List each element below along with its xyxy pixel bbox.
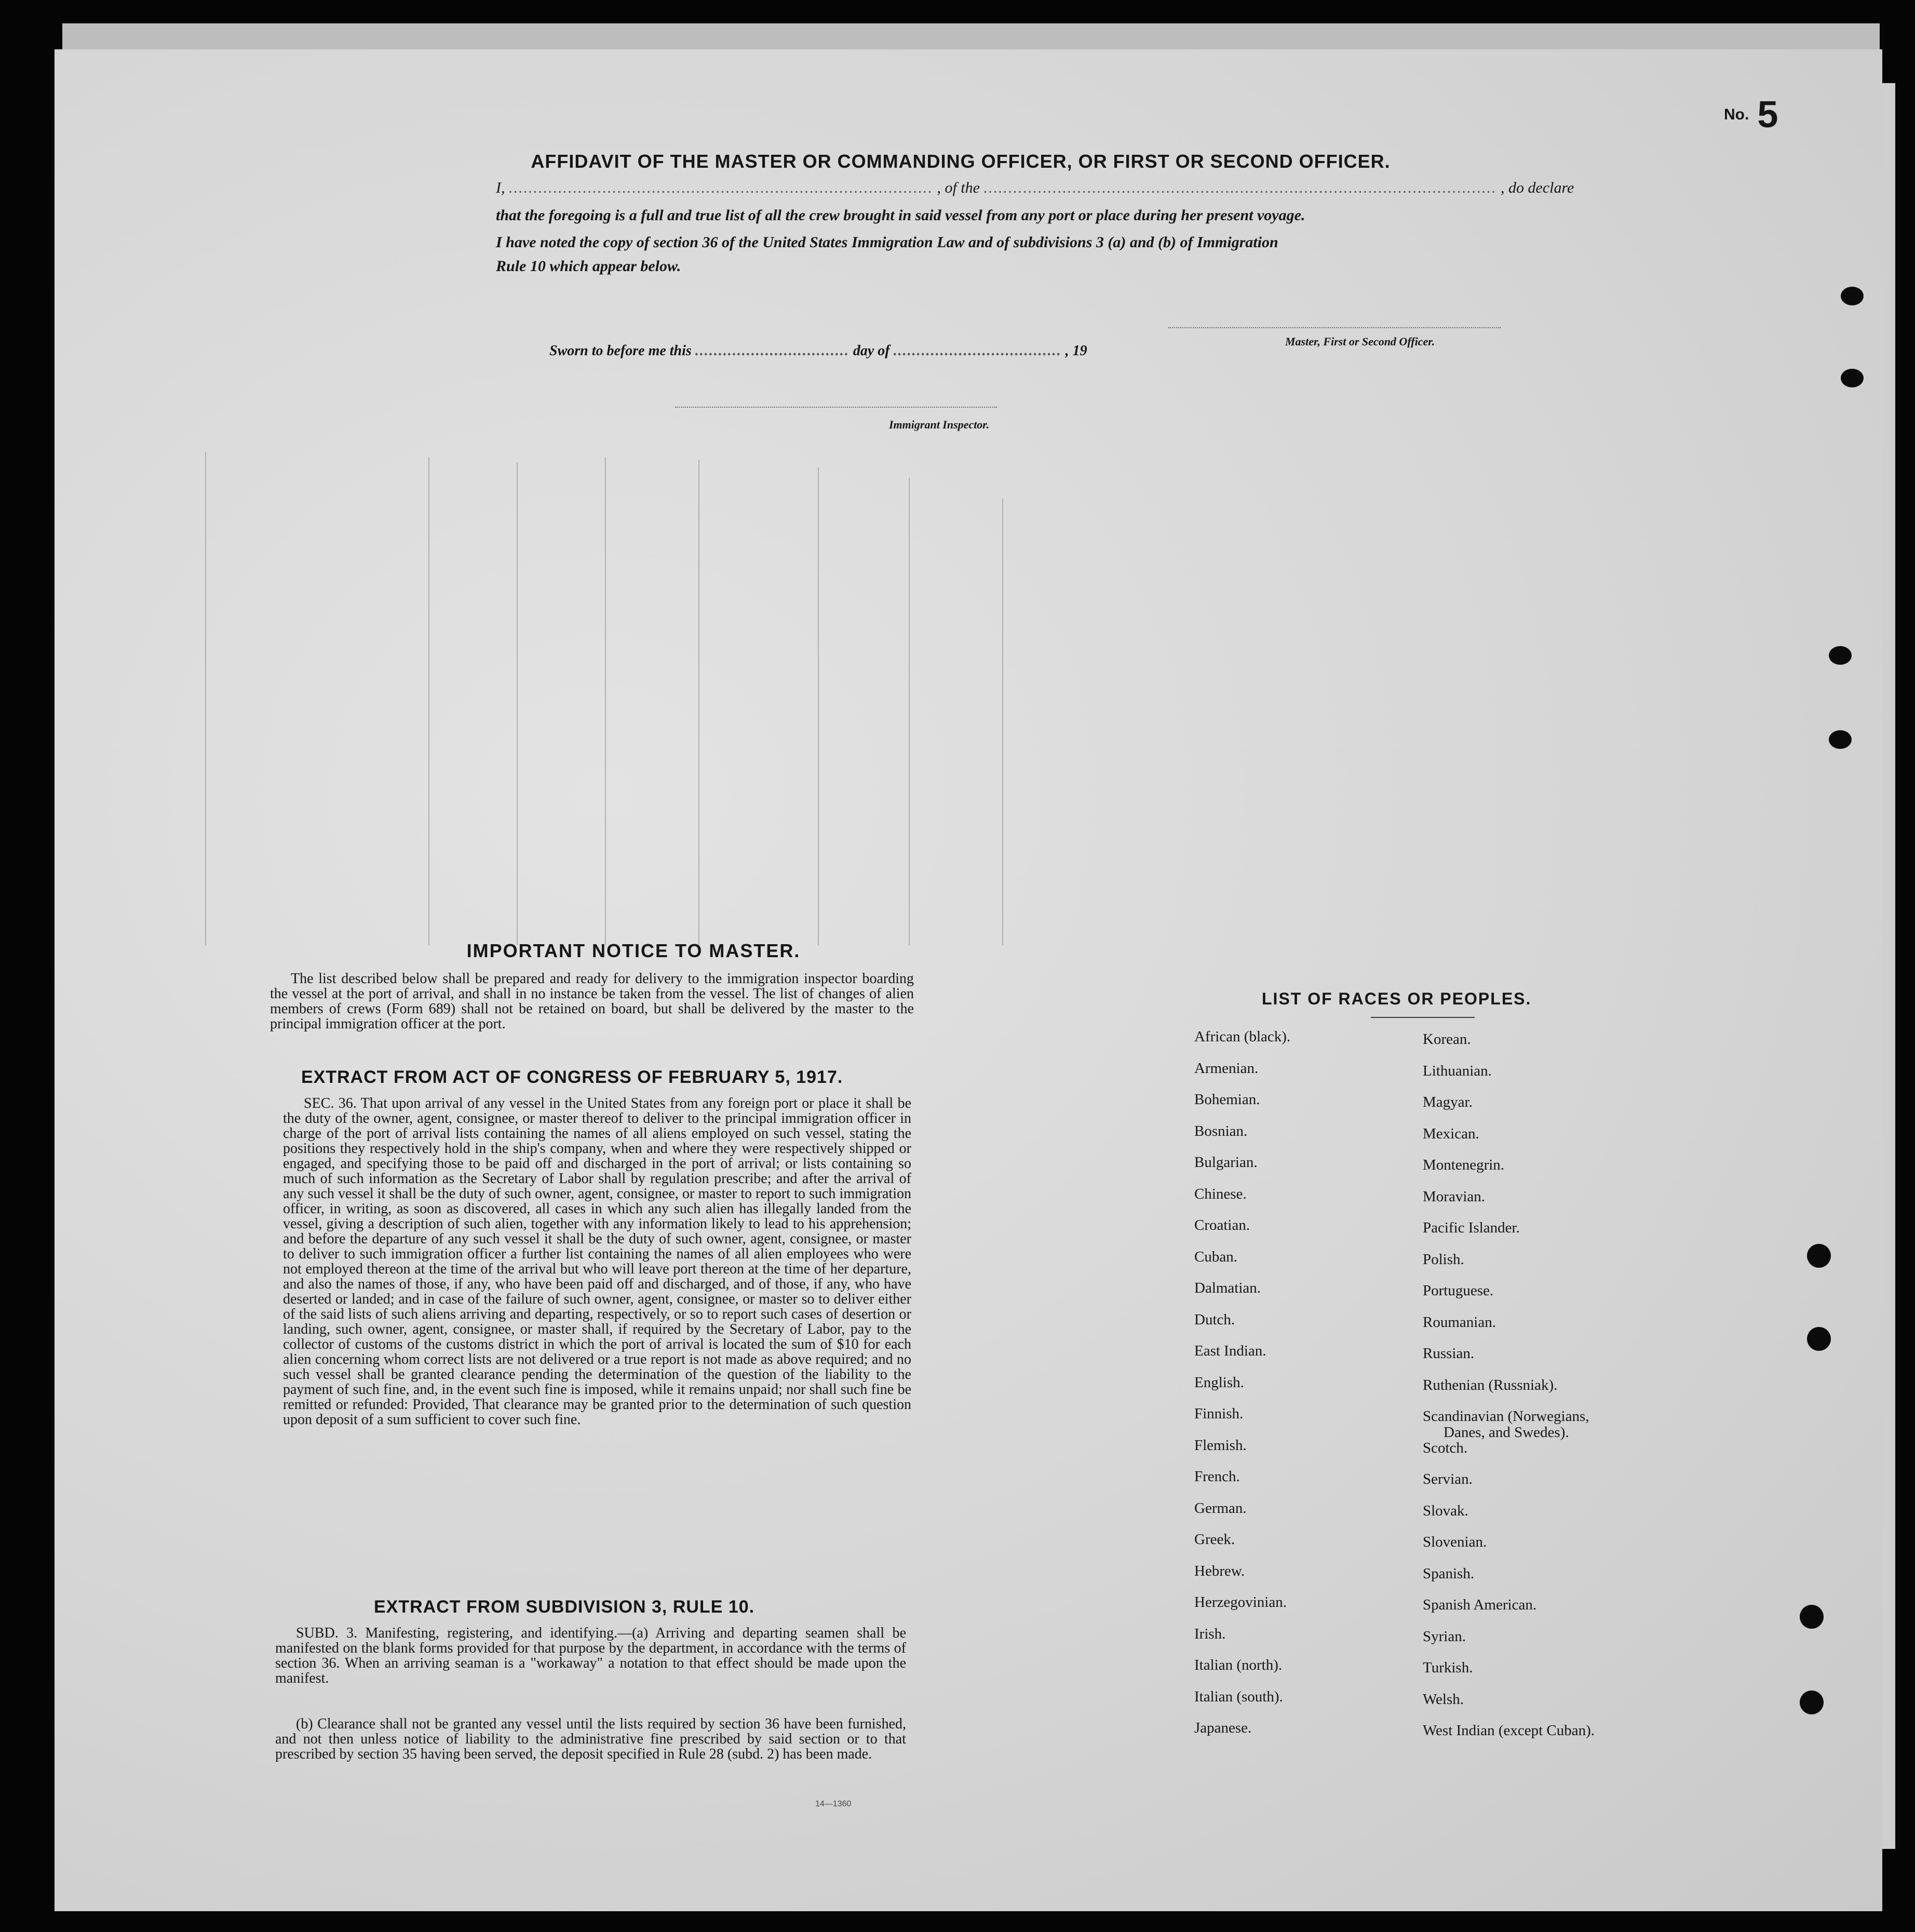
bleed-column-line — [909, 478, 910, 945]
race-item: Croatian. — [1194, 1217, 1250, 1233]
fill-blank-day: ................................. — [695, 343, 849, 359]
bleed-column-line — [205, 452, 206, 945]
sworn-day: day of — [853, 343, 890, 359]
race-item: Montenegrin. — [1423, 1157, 1505, 1173]
punch-hole-icon — [1800, 1605, 1824, 1629]
race-item: Dutch. — [1194, 1311, 1235, 1328]
race-item: Japanese. — [1194, 1720, 1252, 1736]
affidavit-line-2: that the foregoing is a full and true list of all the crew brought in said vessel from any port or place during her present voyage. — [496, 207, 1305, 224]
extract-act-title: EXTRACT FROM ACT OF CONGRESS OF FEBRUARY 5, 1917. — [301, 1067, 843, 1087]
fill-blank-month: .................................... — [893, 343, 1062, 359]
bleed-column-line — [605, 457, 606, 945]
affidavit-line1-end: , do declare — [1501, 179, 1574, 196]
page-number-value: 5 — [1757, 94, 1778, 136]
bleed-column-line — [818, 467, 819, 945]
affidavit-line-3: I have noted the copy of section 36 of the United States Immigration Law and of subdivisions 3 (a) and (b) of Immigration — [496, 234, 1278, 251]
race-item: Magyar. — [1423, 1094, 1473, 1110]
race-item: Bohemian. — [1194, 1091, 1260, 1108]
race-item: French. — [1194, 1468, 1240, 1485]
race-item: English. — [1194, 1374, 1244, 1391]
race-item: East Indian. — [1194, 1343, 1266, 1359]
race-item: Bosnian. — [1194, 1122, 1248, 1139]
punch-hole-icon — [1800, 1691, 1824, 1714]
race-item: Moravian. — [1423, 1188, 1485, 1205]
race-item: Scandinavian (Norwegians, — [1423, 1408, 1589, 1425]
races-right-column — [1423, 1031, 1595, 1754]
race-item: Chinese. — [1194, 1185, 1247, 1202]
fill-blank-vessel: ........................................................................................................ — [983, 179, 1497, 196]
page-number-label: No. — [1724, 106, 1749, 123]
race-item: Hebrew. — [1194, 1562, 1245, 1579]
race-item: Russian. — [1423, 1345, 1475, 1362]
race-item: Italian (south). — [1194, 1688, 1283, 1705]
race-item: Herzegovinian. — [1194, 1594, 1287, 1611]
punch-hole-icon — [1807, 1327, 1831, 1351]
race-item: Greek. — [1194, 1531, 1235, 1548]
notice-title: IMPORTANT NOTICE TO MASTER. — [466, 940, 801, 961]
bleed-column-line — [428, 457, 429, 945]
race-item: Scotch. — [1423, 1439, 1468, 1456]
race-item: Slovenian. — [1423, 1534, 1487, 1550]
races-left-column — [1194, 1028, 1290, 1751]
extract-rule-title: EXTRACT FROM SUBDIVISION 3, RULE 10. — [374, 1597, 755, 1617]
race-item: Dalmatian. — [1194, 1280, 1261, 1296]
affidavit-title: AFFIDAVIT OF THE MASTER OR COMMANDING OFFICER, OR FIRST OR SECOND OFFICER. — [531, 151, 1391, 172]
race-item: Mexican. — [1423, 1125, 1479, 1142]
race-item: Lithuanian. — [1423, 1062, 1492, 1079]
page-number — [1724, 93, 1778, 136]
race-item: German. — [1194, 1499, 1247, 1517]
race-item: Welsh. — [1423, 1691, 1464, 1708]
master-signature-line — [1168, 327, 1501, 328]
race-item: Irish. — [1194, 1625, 1226, 1642]
master-signature-label: Master, First or Second Officer. — [1285, 335, 1435, 348]
race-item: West Indian (except Cuban). — [1423, 1722, 1595, 1739]
affidavit-line1-mid: , of the — [937, 179, 980, 196]
race-item: Pacific Islander. — [1423, 1219, 1520, 1236]
notice-text: The list described below shall be prepared and ready for delivery to the immigration inspector boarding the vessel at the port of arrival, and shall in no instance be taken from the vessel. The list of changes of alien members of crews (Form 689) shall not be retained on board, but shall be delivered by the master to the principal immigration officer at the port. — [270, 971, 914, 1032]
sworn-year: , 19 — [1065, 343, 1087, 359]
extract-act-text: SEC. 36. That upon arrival of any vessel in the United States from any foreign port or place it shall be the duty of the owner, agent, consignee, or master thereof to deliver to the principal immigration officer in charge of the port of arrival lists containing the names of all aliens employed on such vessel, stating the positions they respectively hold in the ship's company, when and where they were respectively shipped or engaged, and specifying those to be paid off and discharged in the port of arrival; or lists containing so much of such information as the Secretary of Labor shall by regulation prescribe; and after the arrival of any such vessel it shall be the duty of such owner, agent, consignee, or master to report to such immigration officer, in writing, as soon as discovered, all cases in which any such alien has illegally landed from the vessel, giving a description of such alien, together with any information likely to lead to his apprehension; and before the departure of any such vessel it shall be the duty of such owner, agent, consignee, or master to deliver to such immigration officer a further list containing the names of all alien employees who were not employed thereon at the time of the arrival but who will leave port thereon at the time of her departure, and also the names of those, if any, who have been paid off and discharged, and of those, if any, who have deserted or landed; and in case of the failure of such owner, agent, consignee, or master so to deliver either of the said lists of such aliens arriving and departing, respectively, or so to report such cases of desertion or landing, such owner, agent, consignee, or master shall, if required by the Secretary of Labor, pay to the collector of customs of the customs district in which the port of arrival is located the sum of $10 for each alien concerning whom correct lists are not delivered or a true report is not made as above required; and no such vessel shall be granted clearance pending the determination of the question of the liability to the payment of such fine, and, in the event such fine is imposed, while it remains unpaid; nor shall such fine be remitted or refunded: Provided, That clearance may be granted prior to the determination of such question upon deposit of a sum sufficient to cover such fine. — [283, 1095, 911, 1428]
race-item: Italian (north). — [1194, 1657, 1283, 1673]
affidavit-line1-start: I, — [496, 179, 505, 196]
form-code: 14—1360 — [815, 1800, 852, 1808]
race-item: Turkish. — [1423, 1659, 1473, 1676]
race-item: Flemish. — [1194, 1437, 1247, 1454]
race-item: Spanish American. — [1423, 1596, 1537, 1613]
race-item: Ruthenian (Russniak). — [1423, 1376, 1558, 1393]
race-item: Korean. — [1423, 1031, 1471, 1048]
race-item: African (black). — [1194, 1028, 1291, 1045]
race-item: Portuguese. — [1423, 1282, 1494, 1299]
race-item: Polish. — [1423, 1251, 1464, 1268]
sworn-start: Sworn to before me this — [549, 343, 692, 359]
half-punch-hole-icon — [1829, 730, 1852, 749]
race-item: Danes, and Swedes). — [1444, 1424, 1569, 1441]
sworn-line — [549, 343, 1087, 359]
inspector-signature-line — [675, 407, 997, 408]
bleed-column-line — [698, 460, 699, 945]
extract-rule-text-b: (b) Clearance shall not be granted any vessel until the lists required by section 36 have been furnished, and not then unless notice of liability to the administrative fine prescribed by said section or to that prescribed by section 35 having been served, the deposit specified in Rule 28 (subd. 2) has been made. — [275, 1716, 906, 1762]
half-punch-hole-icon — [1841, 369, 1864, 387]
race-item: Bulgarian. — [1194, 1154, 1258, 1171]
bleed-column-line — [517, 462, 518, 945]
races-title-underline — [1371, 1017, 1475, 1018]
race-item: Servian. — [1423, 1471, 1473, 1487]
race-item: Finnish. — [1194, 1405, 1244, 1422]
race-item: Cuban. — [1194, 1248, 1237, 1265]
punch-hole-icon — [1807, 1244, 1831, 1268]
affidavit-line-1 — [496, 179, 1574, 197]
fill-blank-name: ...................................................................................... — [509, 179, 933, 196]
race-item: Spanish. — [1423, 1565, 1475, 1582]
race-item: Armenian. — [1194, 1059, 1259, 1077]
races-title: LIST OF RACES OR PEOPLES. — [1262, 989, 1532, 1008]
half-punch-hole-icon — [1841, 287, 1864, 305]
extract-rule-text-a: SUBD. 3. Manifesting, registering, and identifying.—(a) Arriving and departing seamen shall be manifested on the blank forms provided for that purpose by the department, in accordance with the terms of section 36. When an arriving seaman is a "workaway" a notation to that effect should be made upon the manifest. — [275, 1625, 906, 1686]
inspector-signature-label: Immigrant Inspector. — [889, 418, 990, 431]
race-item: Roumanian. — [1423, 1313, 1496, 1331]
bleed-column-line — [1002, 499, 1003, 945]
half-punch-hole-icon — [1829, 646, 1852, 665]
affidavit-line-4: Rule 10 which appear below. — [496, 258, 681, 275]
race-item: Slovak. — [1423, 1502, 1468, 1519]
race-item: Syrian. — [1423, 1628, 1466, 1645]
